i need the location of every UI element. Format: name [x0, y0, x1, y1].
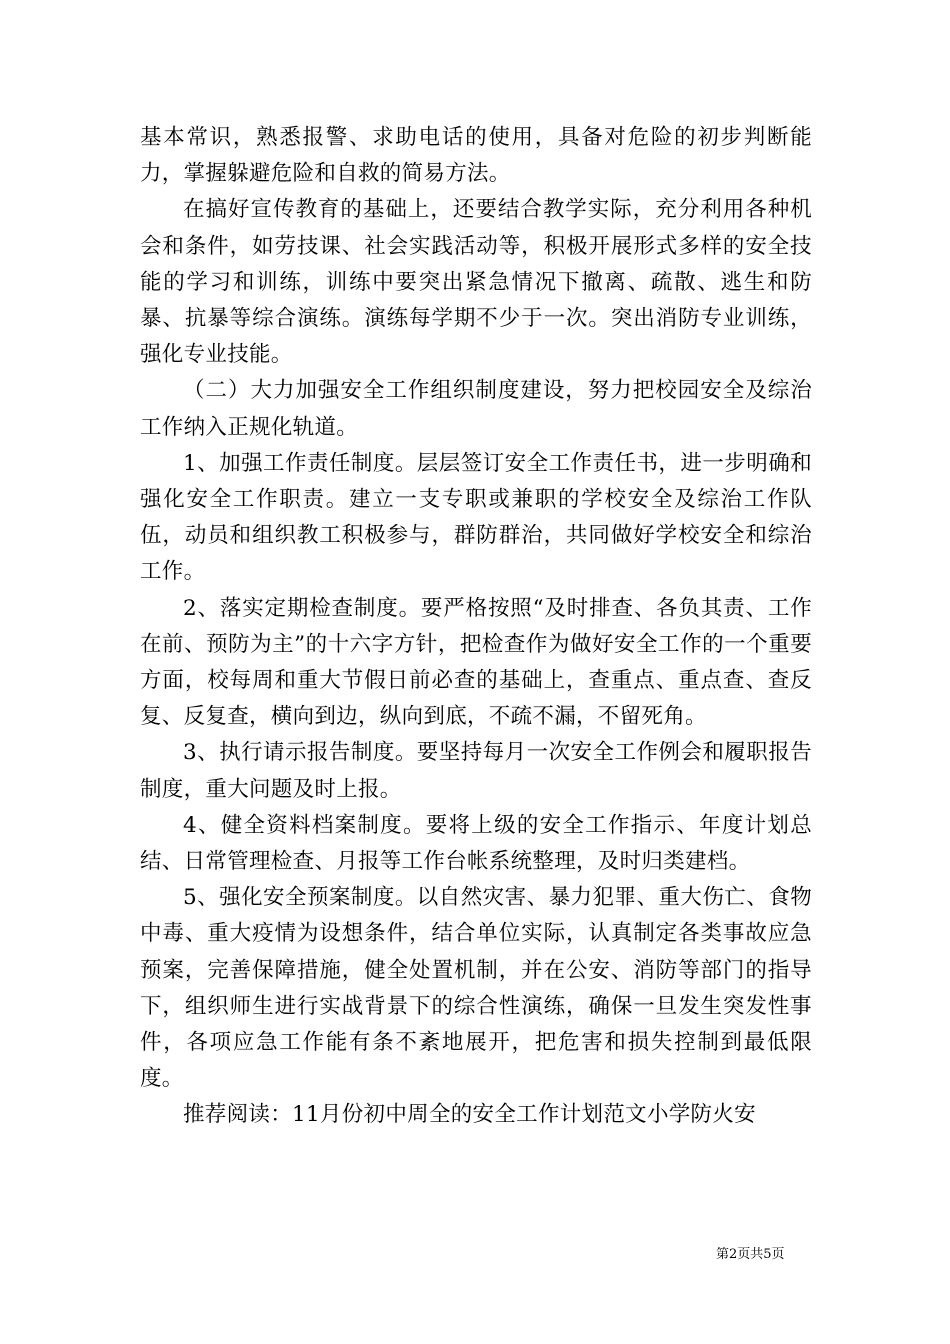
- paragraph-training: 在搞好宣传教育的基础上，还要结合教学实际，充分利用各种机会和条件，如劳技课、社会实践活动等，积极开展形式多样的安全技能的学习和训练，训练中要突出紧急情况下撤离、疏散、逃生和防暴、抗暴等综合演练。演练每学期不少于一次。突出消防专业训练，强化专业技能。: [140, 197, 812, 368]
- list-item-reporting: 3、执行请示报告制度。要坚持每月一次安全工作例会和履职报告制度，重大问题及时上报。: [140, 740, 812, 802]
- list-item-contingency: 5、强化安全预案制度。以自然灾害、暴力犯罪、重大伤亡、食物中毒、重大疫情为设想条件，结合单位实际，认真制定各类事故应急预案，完善保障措施，健全处置机制，并在公安、消防等部门的指导下，组织师生进行实战背景下的综合性演练，确保一旦发生突发性事件，各项应急工作能有条不紊地展开，把危害和损失控制到最低限度。: [140, 885, 812, 1092]
- section-heading-two: （二）大力加强安全工作组织制度建设，努力把校园安全及综治工作纳入正规化轨道。: [140, 378, 812, 440]
- paragraph-intro-continuation: 基本常识，熟悉报警、求助电话的使用，具备对危险的初步判断能力，掌握躲避危险和自救的简易方法。: [140, 125, 812, 187]
- page-number: 第2页共5页: [716, 1247, 785, 1262]
- list-item-inspection: 2、落实定期检查制度。要严格按照“及时排查、各负其责、工作在前、预防为主”的十六字方针，把检查作为做好安全工作的一个重要方面，校每周和重大节假日前必查的基础上，查重点、重点查、查反复、反复查，横向到边，纵向到底，不疏不漏，不留死角。: [140, 595, 812, 730]
- list-item-responsibility: 1、加强工作责任制度。层层签订安全工作责任书，进一步明确和强化安全工作职责。建立一支专职或兼职的学校安全及综治工作队伍，动员和组织教工积极参与，群防群治，共同做好学校安全和综治工作。: [140, 450, 812, 585]
- list-item-archives: 4、健全资料档案制度。要将上级的安全工作指示、年度计划总结、日常管理检查、月报等工作台帐系统整理，及时归类建档。: [140, 812, 812, 875]
- document-body: [140, 120, 812, 1134]
- recommended-reading: 推荐阅读：11月份初中周全的安全工作计划范文小学防火安: [183, 1102, 756, 1128]
